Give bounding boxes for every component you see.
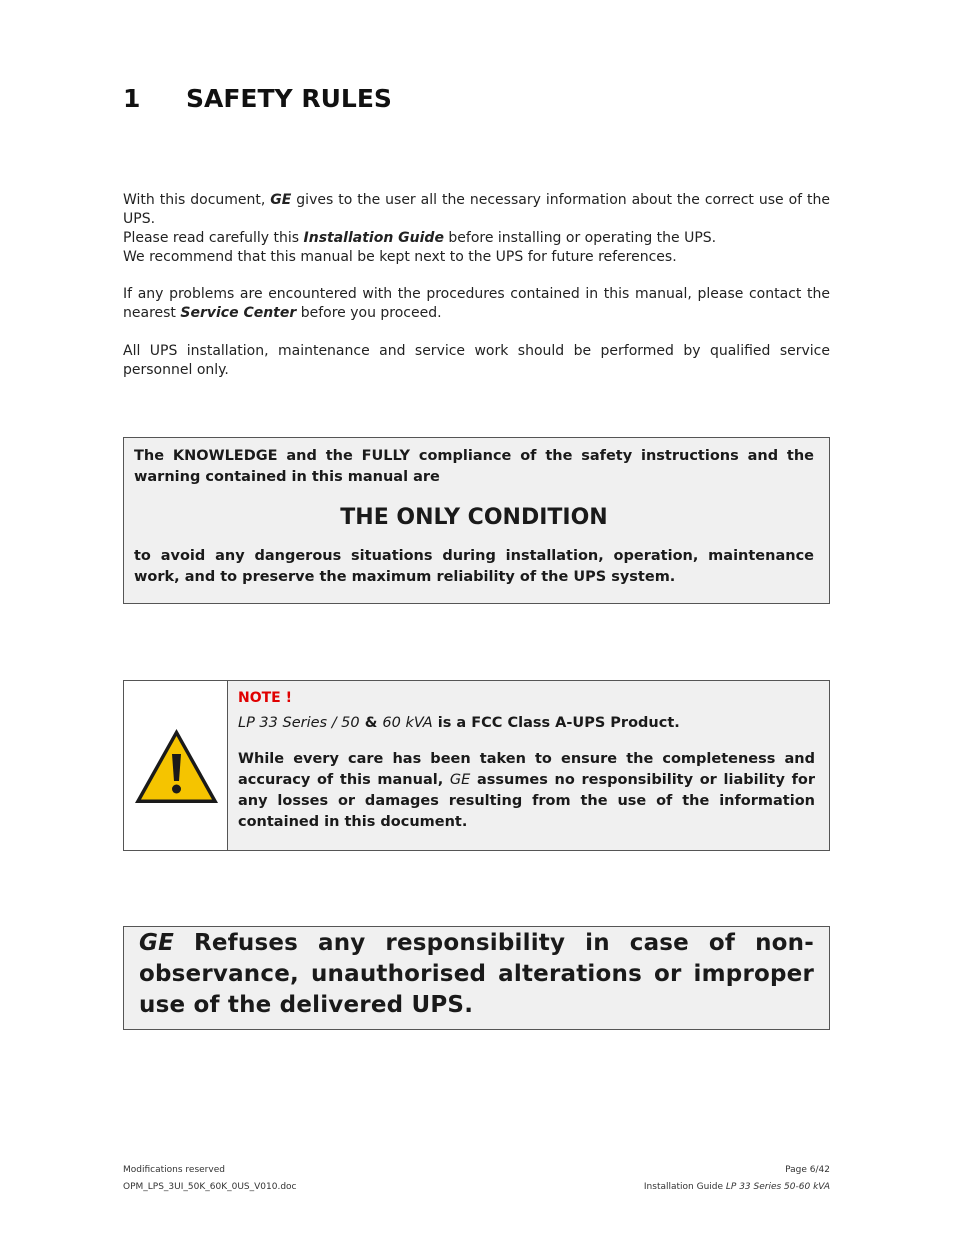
disclaimer-box bbox=[123, 926, 830, 1030]
p3-service-center: Service Center bbox=[180, 305, 297, 321]
footer-doc-title bbox=[644, 1182, 830, 1192]
note-body-text-end: assumes no responsibility or liability for any losses or damages resulting from the use of the information contained in this document. bbox=[238, 772, 815, 830]
p3-text: If any problems are encountered with the procedures contained in this manual, please contact the nearest bbox=[123, 286, 830, 321]
p3-text-end: before you proceed. bbox=[296, 305, 442, 321]
section-heading bbox=[123, 84, 392, 113]
p2-text: Please read carefully this bbox=[123, 230, 304, 246]
p2-guide-name: Installation Guide bbox=[303, 230, 444, 246]
p4-text: All UPS installation, maintenance and service work should be performed by qualified service personnel only. bbox=[123, 343, 830, 378]
condition-title: THE ONLY CONDITION bbox=[340, 505, 608, 530]
p1-text-end: gives to the user all the necessary information about the correct use of the UPS. bbox=[123, 192, 830, 227]
disclaimer-body: Refuses any responsibility in case of non-observance, unauthorised alterations or improper use of the delivered UPS. bbox=[139, 930, 814, 1018]
note-product-series: LP 33 Series / 50 bbox=[238, 715, 360, 731]
p1-text: With this document, bbox=[123, 192, 271, 208]
note-body bbox=[238, 749, 815, 833]
note-product-line bbox=[238, 715, 815, 731]
note-product-power: 60 kVA bbox=[382, 715, 433, 731]
problems-paragraph bbox=[123, 285, 830, 323]
section-title: SAFETY RULES bbox=[186, 84, 392, 113]
footer-doc-type: Installation Guide bbox=[643, 1182, 726, 1192]
note-box bbox=[123, 680, 830, 851]
note-content bbox=[228, 681, 829, 850]
condition-box bbox=[123, 437, 830, 604]
intro-paragraph bbox=[123, 191, 830, 229]
read-guide-paragraph bbox=[123, 229, 830, 267]
disclaimer-brand: GE bbox=[139, 930, 174, 956]
footer-modifications: Modifications reserved bbox=[123, 1165, 225, 1175]
note-label: NOTE ! bbox=[238, 690, 292, 706]
note-product-class: is a FCC Class A-UPS Product. bbox=[432, 715, 680, 731]
note-body-text: While every care has been taken to ensure the completeness and accuracy of this manual, bbox=[238, 751, 815, 788]
p1-brand: GE bbox=[270, 192, 292, 208]
qualified-personnel-paragraph bbox=[123, 342, 830, 380]
disclaimer-text bbox=[139, 927, 814, 1021]
note-body-brand: GE bbox=[449, 772, 471, 788]
footer-product: LP 33 Series 50-60 kVA bbox=[725, 1182, 830, 1192]
condition-outro: to avoid any dangerous situations during installation, operation, maintenance work, and to preserve the maximum reliability of the UPS system. bbox=[134, 548, 814, 585]
footer-filename: OPM_LPS_3UI_50K_60K_0US_V010.doc bbox=[123, 1182, 297, 1192]
footer-page-number: Page 6/42 bbox=[785, 1165, 830, 1175]
p2-line2: We recommend that this manual be kept next to the UPS for future references. bbox=[123, 249, 677, 265]
note-icon-cell bbox=[124, 681, 228, 850]
warning-icon bbox=[132, 726, 221, 806]
p2-text-end: before installing or operating the UPS. bbox=[443, 230, 717, 246]
note-amp: & bbox=[359, 715, 383, 731]
condition-intro: The KNOWLEDGE and the FULLY compliance of the safety instructions and the warning contained in this manual are bbox=[134, 448, 814, 485]
section-number: 1 bbox=[123, 84, 141, 113]
